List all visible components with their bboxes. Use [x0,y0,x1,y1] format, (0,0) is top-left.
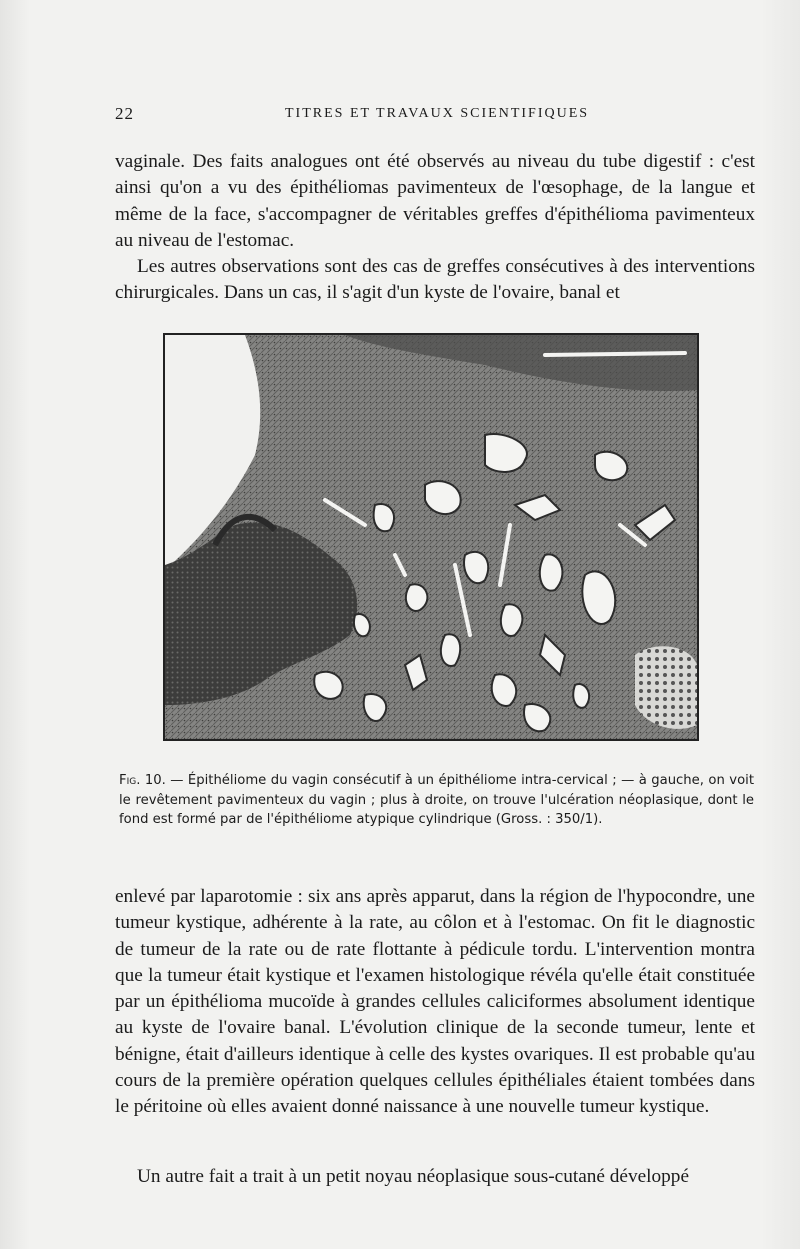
page-header [115,104,755,128]
paragraph-2 [115,254,755,307]
histology-illustration [165,335,697,739]
figure-label: Fig. 10. [119,773,166,788]
figure-caption [119,771,754,830]
paragraph-3 [115,884,755,1121]
paragraph-1-text: vaginale. Des faits analogues ont été observés au niveau du tube digestif : c'est ainsi qu'on a vu des épithéliomas pavimenteux de l'œsophage, de la langue et même de la face, s'accompagner de véritables greffes d'épithélioma pavimenteux au niveau de l'estomac. [115,151,755,251]
page-number: 22 [115,104,134,123]
paragraph-1 [115,149,755,254]
running-title: TITRES ET TRAVAUX SCIENTIFIQUES [285,106,590,121]
paragraph-4-text: Un autre fait a trait à un petit noyau néoplasique sous-cutané développé [137,1166,690,1187]
paragraph-2-text: Les autres observations sont des cas de greffes consécutives à des interventions chirurgicales. Dans un cas, il s'agit d'un kyste de l'ovaire, banal et [115,256,755,304]
paragraph-3-text: enlevé par laparotomie : six ans après apparut, dans la région de l'hypocondre, une tumeur kystique, adhérente à la rate, au côlon et à l'estomac. On fit le diagnostic de tumeur de la rate ou de rate flottante à pédicule tordu. L'intervention montra que la tumeur était kystique et l'examen histologique révéla qu'elle était constituée par un épithélioma mucoïde à grandes cellules caliciformes absolument identique au kyste de l'ovaire banal. L'évolution clinique de la seconde tumeur, lente et bénigne, était d'ailleurs identique à celle des kystes ovariques. Il est probable qu'au cours de la première opération quelques cellules épithéliales étaient tombées dans le péritoine où elles avaient donné naissance à une nouvelle tumeur kystique. [115,886,755,1118]
histology-figure [163,333,699,741]
paragraph-4 [115,1164,755,1190]
figure-caption-text: — Épithéliome du vagin consécutif à un épithéliome intra-cervical ; — à gauche, on voit le revêtement pavimenteux du vagin ; plus à droite, on trouve l'ulcération néoplasique, dont le fond est formé par de l'épithéliome atypique cylindrique (Gross. : 350/1). [119,773,754,827]
